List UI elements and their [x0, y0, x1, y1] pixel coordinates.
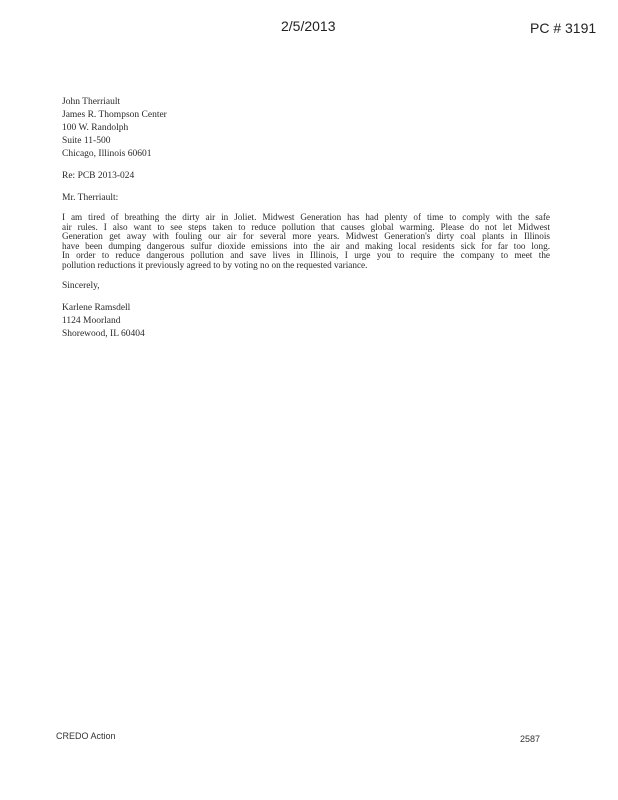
letter-body: [62, 96, 550, 341]
body-line: In order to reduce dangerous pollution and save lives in Illinois, I urge you to require the company to meet the: [62, 251, 550, 261]
body-line: I am tired of breathing the dirty air in Joliet. Midwest Generation has had plenty of time to comply with the safe: [62, 213, 550, 222]
public-comment-number: PC # 3191: [530, 20, 597, 36]
signer-city: Shorewood, IL 60404: [62, 328, 145, 339]
closing: Sincerely,: [62, 280, 100, 291]
recipient-name: John Therriault: [62, 97, 121, 107]
body-line: have been dumping dangerous sulfur dioxide emissions into the air and making local residents sick for far too long.: [62, 241, 550, 251]
signature-block: [62, 302, 550, 341]
salutation: Mr. Therriault:: [62, 193, 119, 203]
body-line: air rules. I also want to see steps taken to reduce pollution that causes global warming. Please do not let Midwest: [62, 222, 550, 232]
recipient-building: James R. Thompson Center: [62, 110, 167, 120]
body-line: pollution reductions it previously agreed to by voting no on the requested variance.: [62, 259, 368, 270]
signer-street: 1124 Moorland: [62, 315, 121, 326]
recipient-street: 100 W. Randolph: [62, 123, 129, 133]
footer-page-number: 2587: [520, 734, 541, 744]
letter-paragraph: [62, 213, 550, 271]
body-line: Generation get away with fouling our air for several more years. Midwest Generation's dirty coal plants in Illinois: [62, 232, 550, 242]
recipient-address: [62, 96, 550, 161]
footer-source: CREDO Action: [56, 731, 116, 741]
signer-name: Karlene Ramsdell: [62, 302, 131, 313]
recipient-suite: Suite 11-500: [62, 136, 111, 146]
re-line: Re: PCB 2013-024: [62, 171, 135, 181]
recipient-city: Chicago, Illinois 60601: [62, 149, 152, 159]
document-date: 2/5/2013: [281, 18, 336, 34]
